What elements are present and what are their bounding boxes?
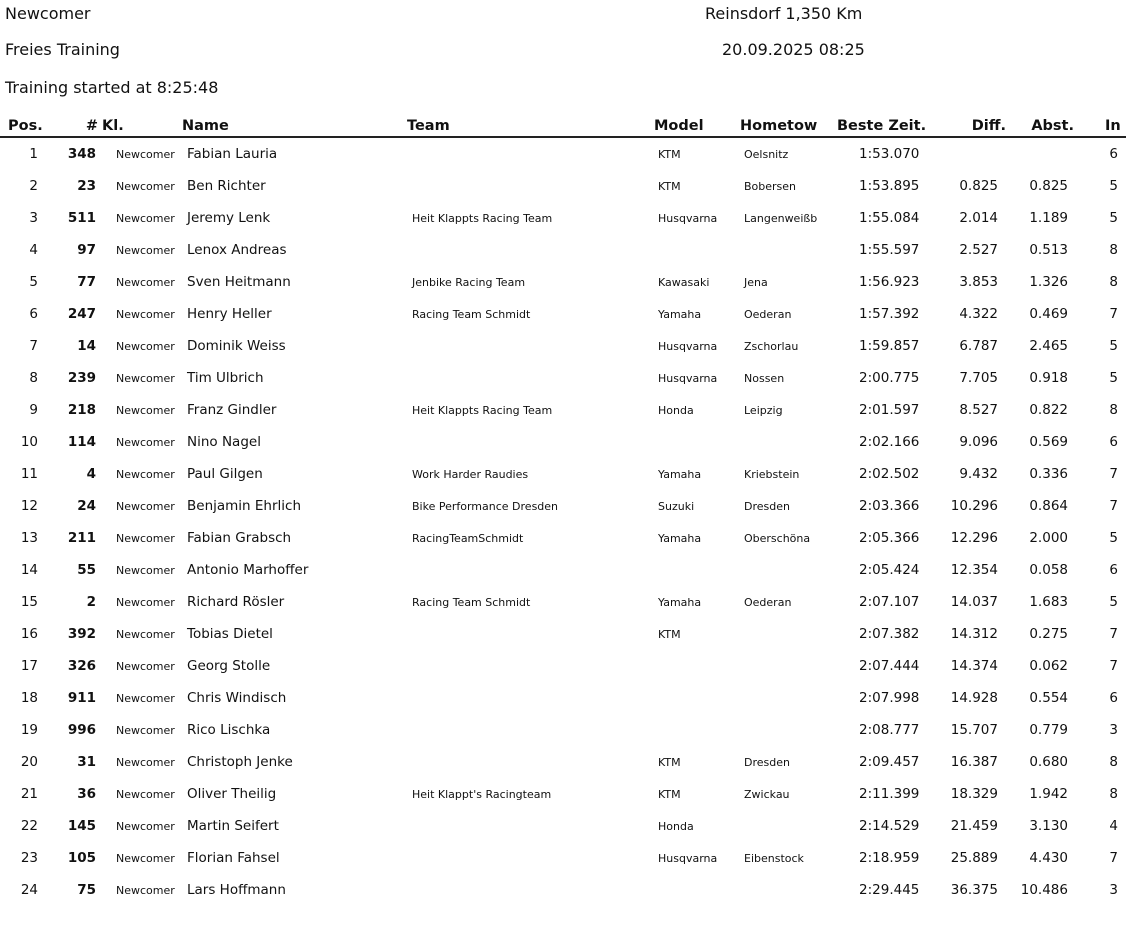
cell-best-time: 2:07.382 — [859, 626, 920, 642]
cell-class: Newcomer — [116, 724, 175, 737]
table-row — [0, 146, 1126, 166]
cell-best-time: 2:08.777 — [859, 722, 920, 738]
cell-class: Newcomer — [116, 244, 175, 257]
cell-diff: 21.459 — [950, 818, 998, 834]
cell-abst: 4.430 — [1029, 850, 1068, 866]
cell-in: 5 — [1109, 178, 1118, 194]
cell-name: Lars Hoffmann — [187, 882, 286, 898]
cell-diff: 10.296 — [950, 498, 998, 514]
cell-abst: 0.554 — [1029, 690, 1068, 706]
table-row — [0, 626, 1126, 646]
cell-abst: 10.486 — [1020, 882, 1068, 898]
cell-best-time: 2:29.445 — [859, 882, 920, 898]
cell-model: KTM — [658, 628, 681, 641]
cell-name: Nino Nagel — [187, 434, 261, 450]
cell-model: Husqvarna — [658, 852, 718, 865]
cell-pos: 1 — [29, 146, 38, 162]
cell-class: Newcomer — [116, 628, 175, 641]
cell-pos: 15 — [20, 594, 38, 610]
cell-diff: 12.296 — [950, 530, 998, 546]
cell-name: Benjamin Ehrlich — [187, 498, 302, 514]
cell-diff: 9.096 — [959, 434, 998, 450]
cell-pos: 3 — [29, 210, 38, 226]
cell-name: Antonio Marhoffer — [187, 562, 309, 578]
cell-diff: 0.825 — [959, 178, 998, 194]
cell-name: Henry Heller — [187, 306, 272, 322]
cell-in: 5 — [1109, 530, 1118, 546]
cell-hometown: Oederan — [744, 596, 792, 609]
cell-class: Newcomer — [116, 756, 175, 769]
cell-hometown: Langenweißb — [744, 212, 818, 225]
cell-pos: 13 — [20, 530, 38, 546]
cell-team: Heit Klappts Racing Team — [412, 404, 553, 417]
cell-in: 3 — [1109, 722, 1118, 738]
cell-in: 5 — [1109, 370, 1118, 386]
cell-model: Yamaha — [658, 468, 702, 481]
cell-best-time: 2:05.366 — [859, 530, 920, 546]
cell-number: 211 — [67, 530, 96, 546]
table-row — [0, 754, 1126, 774]
cell-pos: 22 — [20, 818, 38, 834]
cell-best-time: 1:56.923 — [859, 274, 920, 290]
cell-diff: 7.705 — [959, 370, 998, 386]
cell-pos: 5 — [29, 274, 38, 290]
cell-number: 75 — [77, 882, 96, 898]
cell-team: Bike Performance Dresden — [412, 500, 559, 513]
cell-in: 5 — [1109, 594, 1118, 610]
cell-best-time: 2:18.959 — [859, 850, 920, 866]
cell-class: Newcomer — [116, 276, 175, 289]
table-row — [0, 466, 1126, 486]
cell-class: Newcomer — [116, 692, 175, 705]
cell-class: Newcomer — [116, 820, 175, 833]
cell-class: Newcomer — [116, 212, 175, 225]
cell-team: Jenbike Racing Team — [412, 276, 526, 289]
cell-in: 5 — [1109, 210, 1118, 226]
start-time: Training started at 8:25:48 — [5, 78, 219, 97]
cell-in: 7 — [1109, 466, 1118, 482]
col-abst: Abst. — [1031, 118, 1074, 134]
table-row — [0, 498, 1126, 518]
cell-hometown: Oberschöna — [744, 532, 811, 545]
cell-name: Richard Rösler — [187, 594, 285, 610]
cell-in: 7 — [1109, 498, 1118, 514]
cell-name: Georg Stolle — [187, 658, 271, 674]
cell-diff: 14.037 — [950, 594, 998, 610]
cell-abst: 2.465 — [1029, 338, 1068, 354]
cell-team: Racing Team Schmidt — [412, 596, 531, 609]
cell-best-time: 1:53.070 — [859, 146, 920, 162]
cell-diff: 18.329 — [950, 786, 998, 802]
cell-hometown: Leipzig — [744, 404, 783, 417]
table-row — [0, 882, 1126, 902]
cell-name: Christoph Jenke — [187, 754, 293, 770]
cell-model: KTM — [658, 788, 681, 801]
cell-name: Dominik Weiss — [187, 338, 286, 354]
cell-hometown: Dresden — [744, 756, 790, 769]
cell-diff: 14.928 — [950, 690, 998, 706]
table-header — [0, 118, 1126, 138]
cell-number: 996 — [67, 722, 96, 738]
cell-name: Lenox Andreas — [187, 242, 287, 258]
cell-number: 114 — [67, 434, 96, 450]
cell-diff: 25.889 — [950, 850, 998, 866]
cell-best-time: 2:11.399 — [859, 786, 920, 802]
cell-hometown: Nossen — [744, 372, 785, 385]
table-row — [0, 850, 1126, 870]
table-row — [0, 562, 1126, 582]
cell-class: Newcomer — [116, 436, 175, 449]
cell-model: Honda — [658, 404, 694, 417]
cell-pos: 9 — [29, 402, 38, 418]
col-best-time: Beste Zeit. — [837, 118, 927, 134]
cell-name: Martin Seifert — [187, 818, 279, 834]
col-diff: Diff. — [971, 118, 1006, 134]
cell-pos: 4 — [29, 242, 38, 258]
cell-number: 239 — [67, 370, 96, 386]
cell-number: 2 — [86, 594, 96, 610]
cell-pos: 12 — [20, 498, 38, 514]
table-row — [0, 594, 1126, 614]
cell-hometown: Oederan — [744, 308, 792, 321]
cell-best-time: 2:02.166 — [859, 434, 920, 450]
cell-class: Newcomer — [116, 308, 175, 321]
table-row — [0, 786, 1126, 806]
session-name: Freies Training — [5, 40, 120, 59]
cell-best-time: 1:57.392 — [859, 306, 920, 322]
cell-abst: 0.513 — [1029, 242, 1068, 258]
table-row — [0, 242, 1126, 262]
cell-model: KTM — [658, 148, 681, 161]
cell-in: 5 — [1109, 338, 1118, 354]
cell-class: Newcomer — [116, 532, 175, 545]
cell-in: 3 — [1109, 882, 1118, 898]
cell-in: 7 — [1109, 850, 1118, 866]
cell-abst: 0.822 — [1029, 402, 1068, 418]
cell-pos: 18 — [20, 690, 38, 706]
cell-in: 6 — [1109, 146, 1118, 162]
table-row — [0, 690, 1126, 710]
cell-in: 7 — [1109, 658, 1118, 674]
cell-pos: 19 — [20, 722, 38, 738]
cell-pos: 23 — [20, 850, 38, 866]
cell-team: Heit Klappts Racing Team — [412, 212, 553, 225]
table-row — [0, 658, 1126, 678]
cell-name: Fabian Grabsch — [187, 530, 292, 546]
cell-model: Yamaha — [658, 596, 702, 609]
cell-pos: 2 — [29, 178, 38, 194]
table-row — [0, 306, 1126, 326]
cell-model: Yamaha — [658, 308, 702, 321]
cell-abst: 0.469 — [1029, 306, 1068, 322]
cell-abst: 0.779 — [1029, 722, 1068, 738]
cell-in: 7 — [1109, 626, 1118, 642]
cell-team: Racing Team Schmidt — [412, 308, 531, 321]
cell-best-time: 2:07.444 — [859, 658, 920, 674]
cell-diff: 15.707 — [950, 722, 998, 738]
cell-number: 392 — [67, 626, 96, 642]
cell-model: Husqvarna — [658, 212, 718, 225]
cell-in: 6 — [1109, 434, 1118, 450]
cell-class: Newcomer — [116, 660, 175, 673]
cell-model: KTM — [658, 756, 681, 769]
col-name: Name — [182, 118, 229, 134]
cell-name: Chris Windisch — [187, 690, 287, 706]
cell-hometown: Zwickau — [744, 788, 790, 801]
table-row — [0, 818, 1126, 838]
col-class: Kl. — [102, 118, 124, 134]
cell-model: Kawasaki — [658, 276, 710, 289]
col-hometown: Hometow — [740, 118, 818, 134]
cell-abst: 0.918 — [1029, 370, 1068, 386]
cell-name: Fabian Lauria — [187, 146, 278, 162]
cell-abst: 1.189 — [1029, 210, 1068, 226]
cell-pos: 6 — [29, 306, 38, 322]
cell-model: Yamaha — [658, 532, 702, 545]
cell-number: 218 — [67, 402, 96, 418]
cell-class: Newcomer — [116, 340, 175, 353]
col-model: Model — [654, 118, 704, 134]
cell-best-time: 2:03.366 — [859, 498, 920, 514]
cell-number: 4 — [86, 466, 96, 482]
track-name: Reinsdorf 1,350 Km — [705, 4, 863, 23]
col-in: In — [1105, 118, 1121, 134]
cell-in: 6 — [1109, 690, 1118, 706]
cell-name: Tim Ulbrich — [187, 370, 264, 386]
cell-model: KTM — [658, 180, 681, 193]
cell-number: 14 — [77, 338, 96, 354]
table-row — [0, 370, 1126, 390]
cell-abst: 2.000 — [1029, 530, 1068, 546]
cell-best-time: 2:09.457 — [859, 754, 920, 770]
cell-pos: 24 — [20, 882, 38, 898]
cell-abst: 0.569 — [1029, 434, 1068, 450]
cell-abst: 0.062 — [1029, 658, 1068, 674]
table-row — [0, 178, 1126, 198]
table-row — [0, 210, 1126, 230]
cell-abst: 0.275 — [1029, 626, 1068, 642]
cell-name: Jeremy Lenk — [187, 210, 271, 226]
class-title: Newcomer — [5, 4, 91, 23]
table-row — [0, 274, 1126, 294]
cell-hometown: Jena — [744, 276, 768, 289]
cell-number: 31 — [77, 754, 96, 770]
cell-class: Newcomer — [116, 884, 175, 897]
cell-in: 6 — [1109, 562, 1118, 578]
cell-class: Newcomer — [116, 596, 175, 609]
cell-in: 8 — [1109, 242, 1118, 258]
cell-in: 4 — [1109, 818, 1118, 834]
cell-number: 105 — [67, 850, 96, 866]
cell-team: RacingTeamSchmidt — [412, 532, 524, 545]
cell-diff: 2.014 — [959, 210, 998, 226]
table-row — [0, 434, 1126, 454]
cell-number: 145 — [67, 818, 96, 834]
cell-pos: 14 — [20, 562, 38, 578]
cell-best-time: 2:05.424 — [859, 562, 920, 578]
cell-pos: 16 — [20, 626, 38, 642]
cell-in: 8 — [1109, 754, 1118, 770]
cell-pos: 7 — [29, 338, 38, 354]
cell-pos: 11 — [20, 466, 38, 482]
cell-class: Newcomer — [116, 404, 175, 417]
cell-abst: 0.825 — [1029, 178, 1068, 194]
cell-model: Husqvarna — [658, 372, 718, 385]
cell-name: Tobias Dietel — [187, 626, 273, 642]
cell-abst: 1.942 — [1029, 786, 1068, 802]
table-row — [0, 530, 1126, 550]
cell-pos: 10 — [20, 434, 38, 450]
cell-diff: 12.354 — [950, 562, 998, 578]
cell-number: 97 — [77, 242, 96, 258]
cell-in: 8 — [1109, 402, 1118, 418]
cell-class: Newcomer — [116, 852, 175, 865]
cell-pos: 17 — [20, 658, 38, 674]
cell-best-time: 2:07.998 — [859, 690, 920, 706]
cell-class: Newcomer — [116, 180, 175, 193]
cell-number: 326 — [67, 658, 96, 674]
col-number: # — [85, 118, 98, 134]
cell-pos: 21 — [20, 786, 38, 802]
col-pos: Pos. — [8, 118, 43, 134]
col-team: Team — [407, 118, 450, 134]
cell-abst: 0.058 — [1029, 562, 1068, 578]
cell-diff: 4.322 — [959, 306, 998, 322]
cell-class: Newcomer — [116, 500, 175, 513]
cell-pos: 20 — [20, 754, 38, 770]
cell-pos: 8 — [29, 370, 38, 386]
cell-diff: 6.787 — [959, 338, 998, 354]
cell-name: Franz Gindler — [187, 402, 277, 418]
cell-best-time: 2:00.775 — [859, 370, 920, 386]
session-datetime: 20.09.2025 08:25 — [722, 40, 865, 59]
cell-abst: 0.336 — [1029, 466, 1068, 482]
cell-hometown: Bobersen — [744, 180, 797, 193]
cell-number: 23 — [77, 178, 96, 194]
cell-number: 24 — [77, 498, 96, 514]
cell-in: 8 — [1109, 786, 1118, 802]
cell-name: Rico Lischka — [187, 722, 271, 738]
cell-in: 7 — [1109, 306, 1118, 322]
cell-name: Paul Gilgen — [187, 466, 263, 482]
cell-diff: 9.432 — [959, 466, 998, 482]
cell-number: 348 — [67, 146, 96, 162]
cell-diff: 36.375 — [950, 882, 998, 898]
cell-name: Ben Richter — [187, 178, 266, 194]
cell-best-time: 2:07.107 — [859, 594, 920, 610]
table-row — [0, 722, 1126, 742]
cell-class: Newcomer — [116, 148, 175, 161]
cell-hometown: Kriebstein — [744, 468, 800, 481]
cell-number: 55 — [77, 562, 96, 578]
cell-class: Newcomer — [116, 372, 175, 385]
cell-number: 36 — [77, 786, 96, 802]
cell-class: Newcomer — [116, 468, 175, 481]
cell-diff: 8.527 — [959, 402, 998, 418]
cell-abst: 3.130 — [1029, 818, 1068, 834]
cell-best-time: 1:55.084 — [859, 210, 920, 226]
cell-name: Oliver Theilig — [187, 786, 277, 802]
cell-diff: 14.312 — [950, 626, 998, 642]
cell-diff: 16.387 — [950, 754, 998, 770]
cell-class: Newcomer — [116, 788, 175, 801]
table-row — [0, 338, 1126, 358]
cell-abst: 1.326 — [1029, 274, 1068, 290]
cell-team: Work Harder Raudies — [412, 468, 529, 481]
cell-model: Honda — [658, 820, 694, 833]
cell-abst: 0.864 — [1029, 498, 1068, 514]
cell-abst: 0.680 — [1029, 754, 1068, 770]
cell-model: Husqvarna — [658, 340, 718, 353]
cell-number: 511 — [67, 210, 96, 226]
cell-diff: 2.527 — [959, 242, 998, 258]
cell-abst: 1.683 — [1029, 594, 1068, 610]
cell-best-time: 1:55.597 — [859, 242, 920, 258]
cell-number: 247 — [67, 306, 96, 322]
table-row — [0, 402, 1126, 422]
cell-name: Florian Fahsel — [187, 850, 280, 866]
cell-hometown: Eibenstock — [744, 852, 804, 865]
cell-best-time: 1:53.895 — [859, 178, 920, 194]
cell-in: 8 — [1109, 274, 1118, 290]
cell-name: Sven Heitmann — [187, 274, 291, 290]
cell-class: Newcomer — [116, 564, 175, 577]
cell-hometown: Dresden — [744, 500, 790, 513]
cell-diff: 14.374 — [950, 658, 998, 674]
cell-number: 77 — [77, 274, 96, 290]
cell-number: 911 — [67, 690, 96, 706]
cell-model: Suzuki — [658, 500, 695, 513]
cell-best-time: 1:59.857 — [859, 338, 920, 354]
cell-hometown: Zschorlau — [744, 340, 799, 353]
cell-best-time: 2:14.529 — [859, 818, 920, 834]
cell-hometown: Oelsnitz — [744, 148, 789, 161]
cell-best-time: 2:02.502 — [859, 466, 920, 482]
cell-team: Heit Klappt's Racingteam — [412, 788, 552, 801]
cell-best-time: 2:01.597 — [859, 402, 920, 418]
cell-diff: 3.853 — [959, 274, 998, 290]
